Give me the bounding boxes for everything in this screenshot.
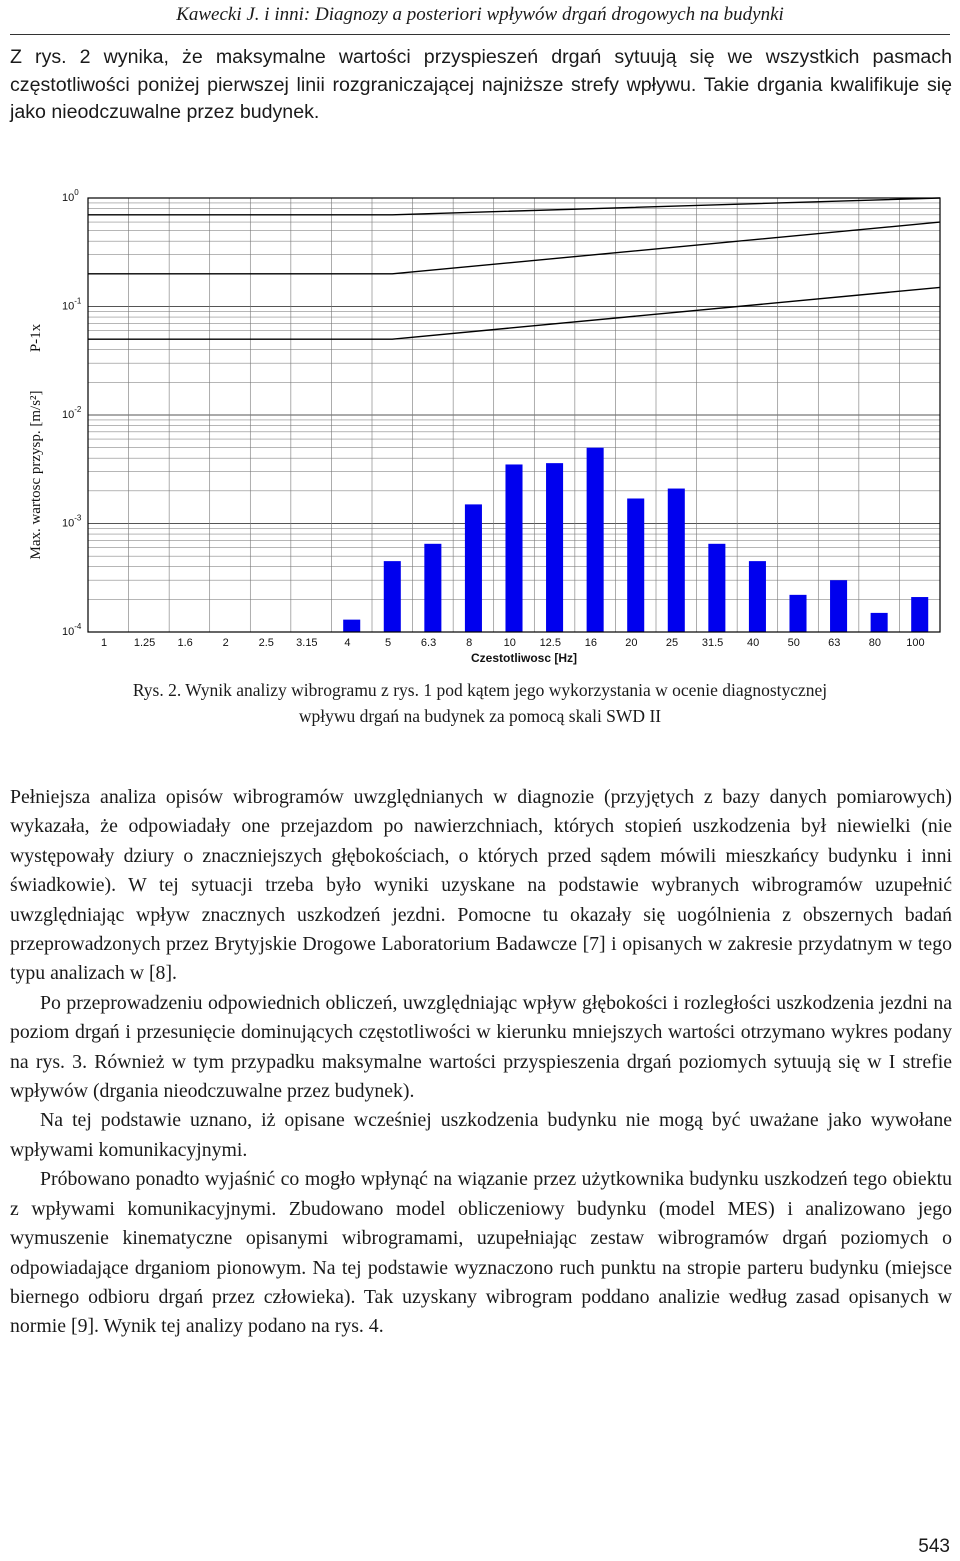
header-rule <box>10 34 950 35</box>
bar <box>587 448 604 632</box>
paragraph: Pełniejsza analiza opisów wibrogramów uwzględnianych w diagnozie (przyjętych z bazy danych pomiarowych) wykazała, że odpowiadały one przejazdom po nawierzchniach, których stopień uszkodzenia był niewielki (nie występowały dziury o znaczniejszych głębokościach, o których przed sądem mówili mieszkańcy budynku i inni świadkowie). W tej sytuacji trzeba było wyniki uzyskane na podstawie wybranych wibrogramów uzupełnić uwzględniając wpływ znacznych uszkodzeń jezdni. Pomocne tu okazały się uogólnienia z obszernych badań przeprowadzonych przez Brytyjskie Drogowe Laboratorium Badawcze [7] i opisanych w zakresie przydatnym w tego typu analizach w [8]. <box>10 786 952 985</box>
caption-line-2: wpływu drgań na budynek za pomocą skali SWD II <box>298 706 662 726</box>
x-tick-label: 1 <box>100 637 108 649</box>
page-number: 543 <box>918 1536 950 1557</box>
y-tick-label: $10^{-1}$ <box>62 296 82 313</box>
main-text <box>10 783 952 1342</box>
x-tick-label: 5 <box>384 637 392 649</box>
x-tick-label: 6.3 <box>420 637 437 649</box>
x-tick-label: 63 <box>828 637 841 649</box>
bar <box>424 544 441 632</box>
x-tick-label: 31.5 <box>701 637 724 649</box>
x-tick-label: 4 <box>344 637 351 649</box>
running-header <box>0 0 960 36</box>
x-tick-label: 16 <box>584 637 597 649</box>
bar <box>871 613 888 632</box>
x-tick-label: 40 <box>747 637 760 649</box>
x-tick-label: 100 <box>906 637 925 649</box>
bar <box>830 580 847 632</box>
x-tick-label: 10 <box>503 637 516 649</box>
bar <box>708 544 725 632</box>
x-tick-label: 80 <box>868 637 881 649</box>
x-tick-label: 12.5 <box>539 637 561 649</box>
bar <box>911 597 928 632</box>
y-tick-label: $10^{-4}$ <box>62 622 82 638</box>
bar <box>546 463 563 632</box>
bar <box>384 561 401 632</box>
y-axis-side-label: P-1x <box>28 323 44 353</box>
bar <box>627 498 644 632</box>
y-tick-label: $10^{-3}$ <box>62 513 82 530</box>
y-axis-label: Max. wartosc przysp. [m/s²] <box>28 390 44 560</box>
x-tick-label: 50 <box>787 637 800 649</box>
running-title: Kawecki J. i inni: Diagnozy a posteriori wpływów drgań drogowych na budynki <box>176 4 784 25</box>
paragraph: Próbowano ponadto wyjaśnić co mogło wpłynąć na wiązanie przez użytkownika budynku uszkodzeń tego obiektu z wpływami komunikacyjnymi. Zbudowano model obliczeniowy budynku (model MES) i analizowano jego wymuszenie kinematyczne opisanymi wibrogramami, uzupełniając zestaw wibrogramów drgań poziomych o odpowiadające drganiom pionowym. Na tej podstawie wyznaczono ruch punktu na stropie parteru budynku (miejsce biernego odbioru drgań przez człowieka). Tak uzyskany wibrogram poddano analizie według zasad opisanych w normie [9]. Wynik tej analizy podano na rys. 4. <box>10 1168 952 1338</box>
bar <box>668 489 685 632</box>
intro-paragraph: Z rys. 2 wynika, że maksymalne wartości przyspieszeń drgań sytuują się we wszystkich pasmach częstotliwości poniżej pierwszej linii rozgraniczającej najniższe strefy wpływu. Takie drgania kwalifikuje się jako nieodczuwalne przez budynek. <box>10 46 952 123</box>
bar <box>749 561 766 632</box>
bar <box>505 464 522 632</box>
bar-chart <box>20 186 950 670</box>
figure-caption <box>0 677 960 729</box>
y-tick-label: $10^0$ <box>62 188 79 204</box>
x-tick-label: 1.6 <box>177 637 193 649</box>
figure-chart <box>20 186 950 670</box>
x-axis-label: Czestotliwosc [Hz] <box>470 651 578 665</box>
chart-background <box>20 186 950 670</box>
bar <box>343 620 360 632</box>
caption-line-1: Rys. 2. Wynik analizy wibrogramu z rys. 1 pod kątem jego wykorzystania w ocenie diagnostycznej <box>132 680 828 700</box>
x-tick-label: 20 <box>625 637 638 649</box>
paragraph: Po przeprowadzeniu odpowiednich obliczeń, uwzględniając wpływ głębokości i rozległości uszkodzenia jezdni na poziom drgań i przesunięcie dominujących częstotliwości w kierunku mniejszych wartości otrzymano wykres podany na rys. 3. Również w tym przypadku maksymalne wartości przyspieszenia drgań poziomych sytuują się w I strefie wpływów (drgania nieodczuwalne przez budynek). <box>10 991 952 1103</box>
x-tick-label: 2.5 <box>258 637 274 649</box>
bar <box>789 595 806 632</box>
x-tick-label: 25 <box>665 637 679 649</box>
x-tick-label: 8 <box>466 637 473 649</box>
y-tick-label: $10^{-2}$ <box>62 405 82 421</box>
x-tick-label: 3.15 <box>296 637 318 649</box>
paragraph: Na tej podstawie uznano, iż opisane wcześniej uszkodzenia budynku nie mogą być uważane jako wywołane wpływami komunikacyjnymi. <box>10 1109 952 1161</box>
x-tick-label: 2 <box>222 637 229 649</box>
x-tick-label: 1.25 <box>133 637 156 649</box>
bar <box>465 504 482 632</box>
